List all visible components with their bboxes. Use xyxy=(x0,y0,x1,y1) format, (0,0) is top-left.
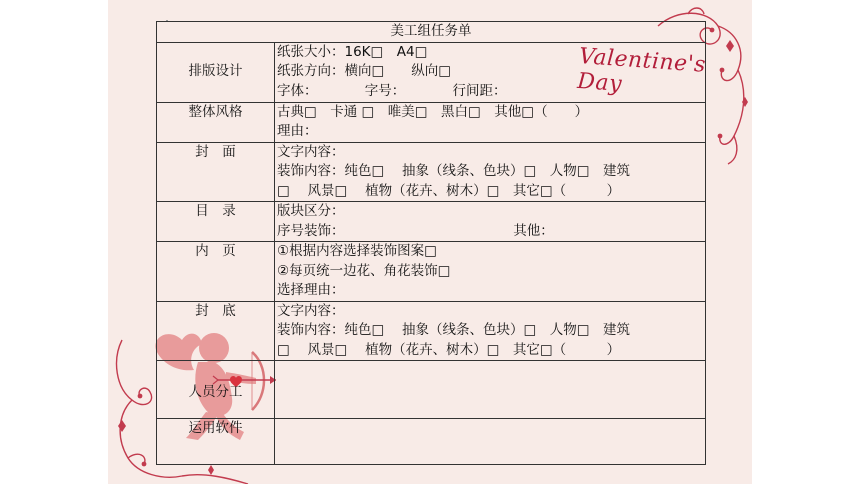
row-label-back-cover: 封 底 xyxy=(157,301,275,361)
row-label-inner-pages: 内 页 xyxy=(157,242,275,302)
content-line: 序号装饰： 其他： xyxy=(277,222,554,239)
row-content-staff[interactable] xyxy=(275,361,706,419)
row-label-software: 运用软件 xyxy=(157,419,275,465)
row-label-style: 整体风格 xyxy=(157,102,275,142)
content-line: 纸张方向：横向□ 纵向□ xyxy=(277,63,452,79)
table-row xyxy=(157,419,706,465)
content-line: 文字内容： xyxy=(277,302,345,319)
task-form-table xyxy=(156,21,706,465)
row-content-toc xyxy=(275,202,706,242)
row-content-style xyxy=(275,102,706,142)
content-line: 理由： xyxy=(277,123,318,139)
content-line: 装饰内容：纯色□ 抽象（线条、色块）□ 人物□ 建筑 xyxy=(277,322,631,338)
table-row xyxy=(157,301,706,361)
row-content-cover xyxy=(275,142,706,202)
content-line: ②每页统一边花、角花装饰□ xyxy=(277,262,451,279)
content-line: 选择理由： xyxy=(277,282,345,298)
form-title: 美工组任务单 xyxy=(157,22,706,43)
table-row xyxy=(157,361,706,419)
table-row xyxy=(157,242,706,302)
content-line: ①根据内容选择装饰图案□ xyxy=(277,243,437,259)
content-line: 装饰内容：纯色□ 抽象（线条、色块）□ 人物□ 建筑 xyxy=(277,163,631,179)
row-label-toc: 目 录 xyxy=(157,202,275,242)
row-content-layout xyxy=(275,42,706,102)
row-content-software[interactable] xyxy=(275,419,706,465)
row-label-staff: 人员分工 xyxy=(157,361,275,419)
valentine-title: Valentine's Day xyxy=(576,43,707,97)
content-line: □ 风景□ 植物（花卉、树木）□ 其它□（ ） xyxy=(277,341,621,358)
table-row xyxy=(157,142,706,202)
table-row xyxy=(157,202,706,242)
row-content-inner-pages xyxy=(275,242,706,302)
row-content-back-cover xyxy=(275,301,706,361)
table-row xyxy=(157,102,706,142)
content-line: 纸张大小：16K□ A4□ xyxy=(277,43,428,60)
row-label-cover: 封 面 xyxy=(157,142,275,202)
row-label-layout: 排版设计 xyxy=(157,42,275,102)
table-row xyxy=(157,42,706,102)
content-line: 版块区分： xyxy=(277,203,345,219)
content-line: 字体： 字号： 行间距： xyxy=(277,82,507,99)
content-line: 文字内容： xyxy=(277,143,345,160)
content-line: □ 风景□ 植物（花卉、树木）□ 其它□（ ） xyxy=(277,182,621,199)
form-title-row xyxy=(157,22,706,43)
content-line: 古典□ 卡通 □ 唯美□ 黑白□ 其他□（ ） xyxy=(277,103,589,120)
slide xyxy=(108,0,752,484)
